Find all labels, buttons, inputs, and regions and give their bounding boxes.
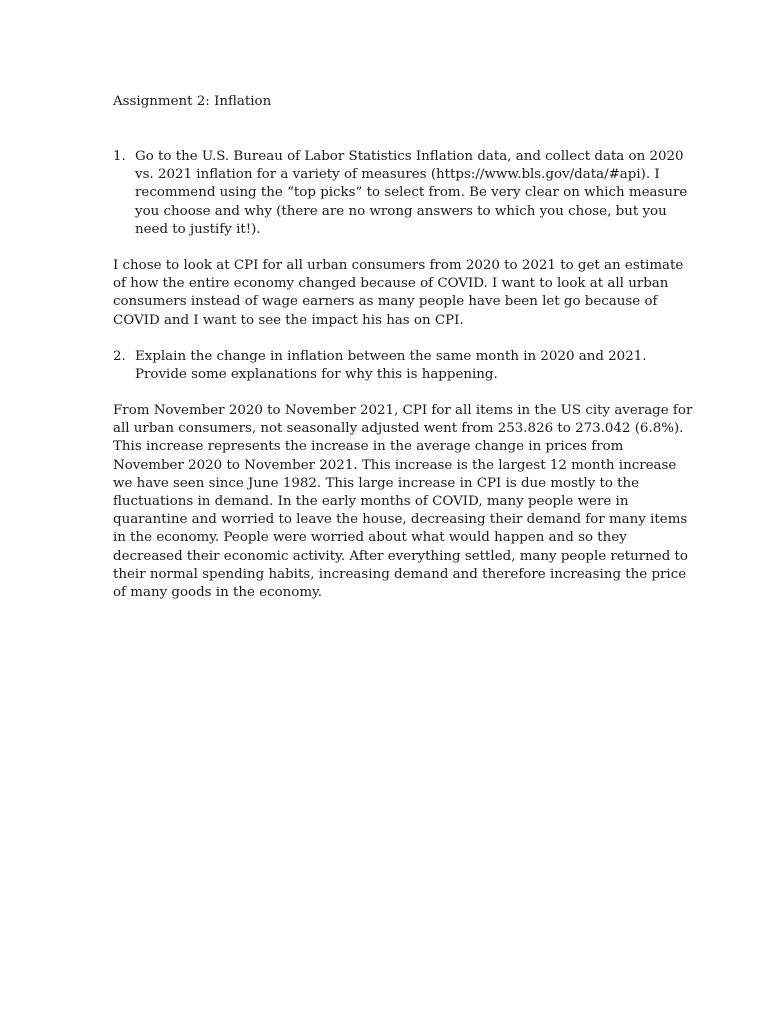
answer-line: From November 2020 to November 2021, CPI for all items in the US city average for: [113, 403, 693, 418]
answer-2: [113, 402, 693, 602]
answer-line: consumers instead of wage earners as many people have been let go because of: [113, 294, 658, 310]
answer-line: decreased their economic activity. After everything settled, many people returned to: [113, 548, 688, 564]
answer-line: of how the entire economy changed because of COVID. I want to look at all urban: [113, 276, 669, 292]
answer-line: all urban consumers, not seasonally adjusted went from 253.826 to 273.042 (6.8%).: [113, 421, 684, 437]
question-number: 1.: [113, 149, 126, 164]
question-number: 2.: [113, 349, 126, 364]
document-title: Assignment 2: Inflation: [113, 94, 272, 109]
answer-line: COVID and I want to see the impact his has on CPI.: [113, 312, 464, 328]
question-text: [135, 348, 647, 384]
question-line: you choose and why (there are no wrong answers to which you chose, but you: [135, 203, 667, 219]
answer-line: in the economy. People were worried about what would happen and so they: [113, 530, 627, 546]
question-line: Go to the U.S. Bureau of Labor Statistics Inflation data, and collect data on 2020: [135, 149, 684, 164]
question-text: [135, 148, 687, 239]
answer-line: their normal spending habits, increasing demand and therefore increasing the price: [113, 566, 687, 582]
question-line: Provide some explanations for why this is happening.: [135, 367, 498, 383]
answer-line: of many goods in the economy.: [113, 585, 323, 601]
answer-line: I chose to look at CPI for all urban consumers from 2020 to 2021 to get an estimate: [113, 258, 684, 273]
question-line: recommend using the “top picks” to select from. Be very clear on which measure: [135, 185, 688, 201]
answer-line: quarantine and worried to leave the house, decreasing their demand for many items: [113, 512, 688, 528]
answer-line: fluctuations in demand. In the early months of COVID, many people were in: [113, 494, 629, 510]
question-line: vs. 2021 inflation for a variety of measures (https://www.bls.gov/data/#api). I: [135, 167, 660, 183]
question-line: need to justify it!).: [135, 221, 261, 237]
question-line: Explain the change in inflation between the same month in 2020 and 2021.: [135, 349, 647, 364]
answer-line: This increase represents the increase in the average change in prices from: [113, 439, 624, 455]
answer-line: November 2020 to November 2021. This increase is the largest 12 month increase: [113, 457, 677, 473]
answer-line: we have seen since June 1982. This large increase in CPI is due mostly to the: [113, 475, 640, 491]
answer-1: [113, 257, 684, 330]
